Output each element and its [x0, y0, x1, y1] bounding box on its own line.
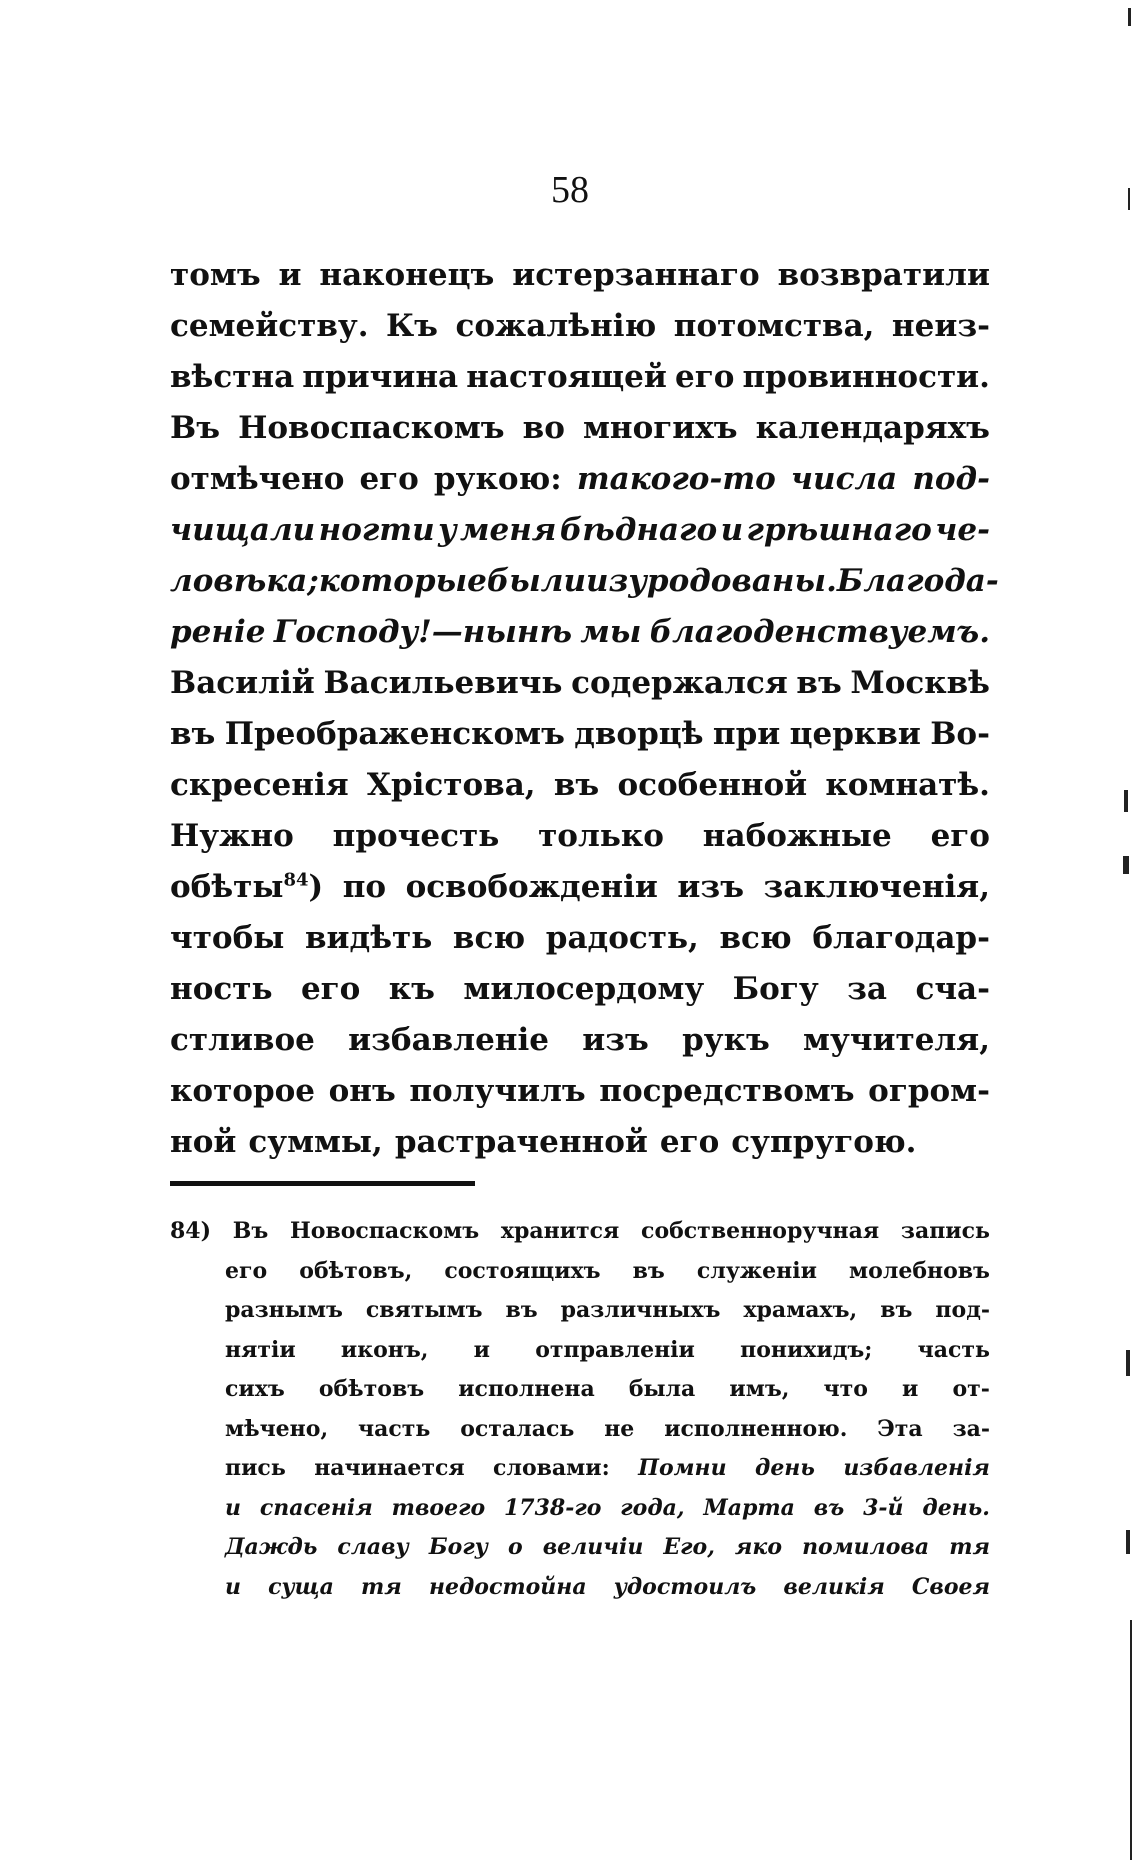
footnote-line: и спасенія твоего 1738-го года, Марта въ 3-й день.: [225, 1494, 990, 1521]
text-line: ной суммы, растраченной его супругою.: [170, 1124, 917, 1160]
text-line: Нужно прочесть только набожные его: [170, 818, 990, 854]
footnote-reference: 84: [283, 869, 309, 891]
footnote-line: сихъ обѣтовъ исполнена была имъ, что и от-: [225, 1376, 990, 1402]
footnote-line: нятіи иконъ, и отправленіи понихидъ; часть: [225, 1336, 990, 1363]
text-line: обѣты$^{84}$) по освобожденіи изъ заключенія,: [170, 869, 990, 905]
text-line: стливое избавленіе изъ рукъ мучителя,: [170, 1022, 990, 1058]
text-line: томъ и наконецъ истерзаннаго возвратили: [170, 257, 990, 293]
text-line: скресенія Хрістова, въ особенной комнатѣ.: [170, 767, 990, 803]
scan-edge-mark: [1124, 790, 1128, 812]
text-line: Василій Васильевичь содержался въ Москвѣ: [170, 665, 990, 701]
footnote-rule: [170, 1181, 475, 1186]
footnote-line: разнымъ святымъ въ различныхъ храмахъ, въ под-: [225, 1297, 990, 1323]
scan-edge-mark: [1123, 856, 1129, 874]
footnote-line: 84) Въ Новоспаскомъ хранится собственноручная запись: [170, 1218, 990, 1244]
page-number: 58: [551, 169, 589, 211]
scan-edge-mark: [1126, 1530, 1130, 1554]
text-line: въ Преображенскомъ дворцѣ при церкви Во-: [170, 716, 990, 752]
text-line: реніе Господу!—нынѣ мы благоденствуемъ.: [170, 614, 990, 650]
footnote-line: и суща тя недостойна удостоилъ великія Своея: [225, 1573, 990, 1600]
footnote-line: его обѣтовъ, состоящихъ въ служеніи молебновъ: [225, 1257, 990, 1284]
main-text: [170, 250, 999, 1168]
footnote-line: мѣчено, часть осталась не исполненною. Эта за-: [225, 1415, 990, 1442]
text-line: ловѣка; которые были изуродованы. Благода-: [170, 563, 999, 599]
text-line: ность его къ милосердому Богу за сча-: [170, 971, 990, 1007]
scan-edge-mark: [1128, 188, 1130, 210]
footnote-line: пись начинается словами: Помни день избавленія: [225, 1455, 990, 1481]
footnote-line: Даждь славу Богу о величіи Его, яко помилова тя: [225, 1534, 990, 1560]
text-line: которое онъ получилъ посредствомъ огром-: [170, 1073, 990, 1109]
scan-edge-mark: [1130, 1620, 1132, 1860]
text-line: вѣстна причина настоящей его провинности.: [170, 359, 990, 395]
scan-edge-mark: [1126, 1350, 1130, 1376]
text-line: чтобы видѣть всю радость, всю благодар-: [170, 920, 990, 956]
text-line: отмѣчено его рукою: такого-то числа под-: [170, 461, 990, 497]
text-line: чищали ногти у меня бѣднаго и грѣшнаго че-: [170, 512, 990, 548]
text-line: семейству. Къ сожалѣнію потомства, неиз-: [170, 308, 990, 344]
scan-edge-mark: [1128, 8, 1131, 26]
footnote: [170, 1212, 990, 1607]
text-line: Въ Новоспаскомъ во многихъ календаряхъ: [170, 410, 990, 446]
